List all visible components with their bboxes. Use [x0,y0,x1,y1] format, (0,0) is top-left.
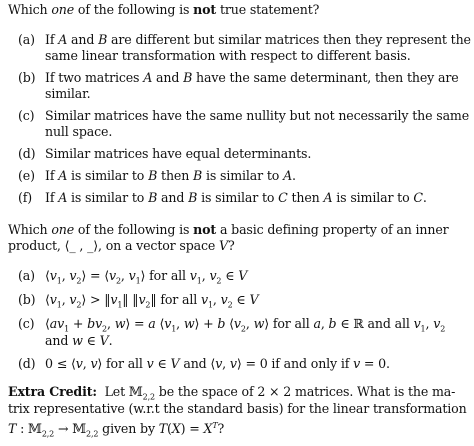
q2-option-b: (b) $⟨v_1$, $v_2⟩$ > $‖v_1‖$ $‖v_2‖$ for all $v_1$, $v_2$ ∈ V [18,292,259,310]
q1-option-e: (e) If A is similar to B then B is similar to A. [18,168,296,183]
q1-option-c-cont: null space. [45,124,113,139]
q1-option-d: (d) Similar matrices have equal determinants. [18,146,312,161]
q1-option-a-text: If A and B are different but similar matrices then they represent the [45,32,471,47]
q1-option-b-cont: similar. [45,86,91,101]
q2-option-c-cont: and w ∈ V. [45,333,113,348]
q2-option-a: (a) $⟨v_1$, $v_2⟩$ = $⟨v_2$, $v_1⟩$ for all $v_1$, $v_2$ ∈ V [18,268,248,286]
extra-credit-line-3: T : 𝕄$_{2,2}$ → 𝕄$_{2,2}$ given by $T(X) = X^T$? [8,421,225,439]
q1-option-f: (f) If A is similar to B and B is similar to C then A is similar to C. [18,190,427,205]
q1-option-a: (a) If A and B are different but similar matrices then they represent the [18,32,471,47]
q1-option-c: (c) Similar matrices have the same nullity but not necessarily the same [18,108,470,123]
question-2-prompt-cont: product, ⟨_ , _⟩, on a vector space V? [8,238,235,253]
q2-option-c: (c) $⟨av_1 + bv_2$, w⟩ = a $⟨v_1$, w⟩ + b $⟨v_2$, w⟩ for all a, b ∈ ℝ and all $v_1$, $v_2$ [18,316,446,334]
question-2-prompt: Which one of the following is not a basic defining property of an inner [8,222,449,237]
extra-credit-line-1: Extra Credit: Let 𝕄$_{2,2}$ be the space of 2 × 2 matrices. What is the ma- [8,384,456,402]
q2-option-d: (d) 0 ≤ ⟨v, v⟩ for all v ∈ V and ⟨v, v⟩ = 0 if and only if v = 0. [18,356,390,371]
q1-option-b: (b) If two matrices A and B have the same determinant, then they are [18,70,459,85]
q1-option-a-cont: same linear transformation with respect to different basis. [45,48,411,63]
extra-credit-line-2: trix representative (w.r.t the standard basis) for the linear transformation [8,401,467,416]
question-1-prompt: Which one of the following is not true statement? [8,2,320,17]
extra-credit-heading: Extra Credit: [8,384,97,399]
